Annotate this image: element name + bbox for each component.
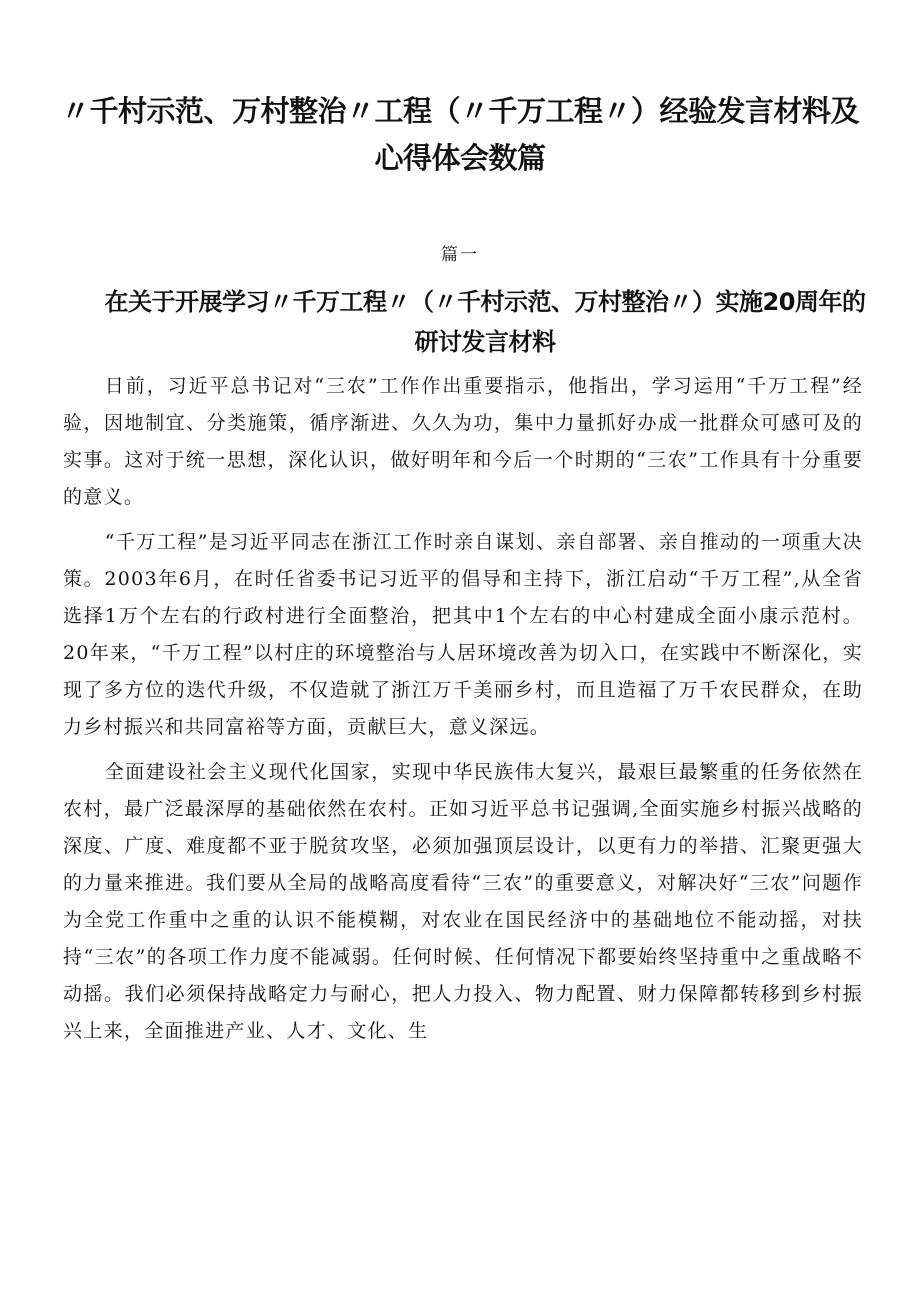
body-paragraph: 日前，习近平总书记对“三农”工作作出重要指示，他指出，学习运用“千万工程”经验，因地制宜、分类施策，循序渐进、久久为功，集中力量抓好办成一批群众可感可及的实事。这对于统一思想，深化认识，做好明年和今后一个时期的“三农”工作具有十分重要的意义。 (63, 375, 863, 508)
section-heading: 在关于开展学习〃千万工程〃（〃千村示范、万村整治〃）实施20周年的研讨发言材料 (104, 288, 866, 356)
document-body (63, 368, 863, 1058)
section-label: 篇一 (441, 245, 479, 265)
body-paragraph: “千万工程”是习近平同志在浙江工作时亲自谋划、亲自部署、亲自推动的一项重大决策。2003年6月，在时任省委书记习近平的倡导和主持下，浙江启动“千万工程”,从全省选择1万个左右的行政村进行全面整治，把其中1个左右的中心村建成全面小康示范村。20年来，“千万工程”以村庄的环境整治与人居环境改善为切入口，在实践中不断深化，实现了多方位的迭代升级，不仅造就了浙江万千美丽乡村，而且造福了万千农民群众，在助力乡村振兴和共同富裕等方面，贡献巨大，意义深远。 (63, 531, 863, 738)
document-title: 〃千村示范、万村整治〃工程（〃千万工程〃）经验发言材料及心得体会数篇 (60, 94, 859, 175)
body-paragraph: 全面建设社会主义现代化国家，实现中华民族伟大复兴，最艰巨最繁重的任务依然在农村，最广泛最深厚的基础依然在农村。正如习近平总书记强调,全面实施乡村振兴战略的深度、广度、难度都不亚于脱贫攻坚，必须加强顶层设计，以更有力的举措、汇聚更强大的力量来推进。我们要从全局的战略高度看待“三农”的重要意义，对解决好“三农”问题作为全党工作重中之重的认识不能模糊，对农业在国民经济中的基础地位不能动摇，对扶持“三农”的各项工作力度不能减弱。任何时候、任何情况下都要始终坚持重中之重战略不动摇。我们必须保持战略定力与耐心，把人力投入、物力配置、财力保障都转移到乡村振兴上来，全面推进产业、人才、文化、生 (63, 761, 863, 1042)
